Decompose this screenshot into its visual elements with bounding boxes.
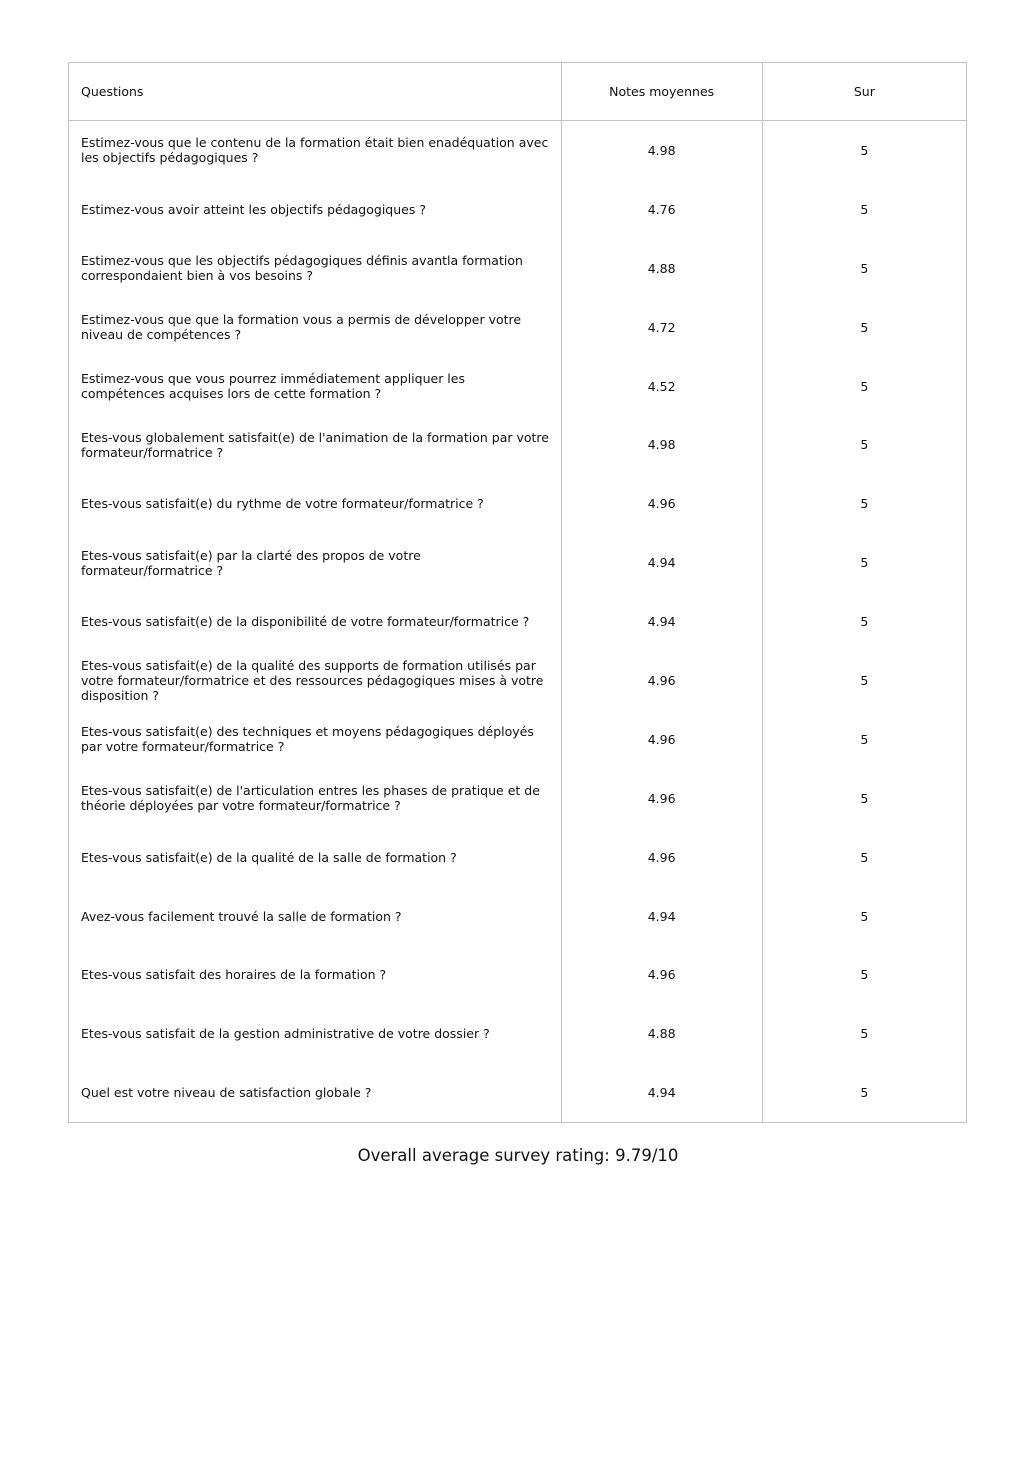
table-row	[69, 121, 967, 180]
average-cell: 4.94	[561, 533, 762, 592]
average-cell: 4.94	[561, 1063, 762, 1122]
average-cell: 4.88	[561, 1004, 762, 1063]
average-cell: 4.96	[561, 945, 762, 1004]
survey-results-table	[68, 62, 967, 1123]
question-cell: Etes-vous satisfait(e) de la qualité de la salle de formation ?	[81, 849, 457, 865]
table-row	[69, 415, 967, 474]
max-cell: 5	[860, 790, 869, 806]
max-cell: 5	[860, 201, 869, 217]
table-row	[69, 474, 967, 533]
max-cell: 5	[860, 319, 869, 335]
average-cell: 4.88	[561, 239, 762, 298]
average-cell: 4.94	[561, 887, 762, 946]
max-cell: 5	[860, 496, 869, 512]
max-cell: 5	[860, 1026, 869, 1042]
max-cell: 5	[860, 908, 869, 924]
average-cell: 4.96	[561, 474, 762, 533]
question-cell: Etes-vous satisfait(e) des techniques et moyens pédagogiques déployés par votre formateur/formatrice ?	[81, 724, 534, 755]
table-row	[69, 887, 967, 946]
question-cell: Etes-vous satisfait(e) de l'articulation entres les phases de pratique et de théorie déployées par votre formateur/formatrice ?	[81, 783, 540, 814]
question-cell: Etes-vous satisfait(e) de la disponibilité de votre formateur/formatrice ?	[81, 614, 530, 630]
max-cell: 5	[860, 378, 869, 394]
table-row	[69, 710, 967, 769]
question-cell: Etes-vous satisfait de la gestion administrative de votre dossier ?	[81, 1026, 490, 1042]
question-cell: Estimez-vous que que la formation vous a permis de développer votre niveau de compétences ?	[81, 312, 522, 343]
question-cell: Estimez-vous que le contenu de la formation était bien enadéquation avec les objectifs pédagogiques ?	[81, 135, 549, 166]
average-cell: 4.98	[561, 415, 762, 474]
table-row	[69, 945, 967, 1004]
question-cell: Avez-vous facilement trouvé la salle de formation ?	[81, 908, 402, 924]
average-cell: 4.96	[561, 769, 762, 828]
average-cell: 4.96	[561, 710, 762, 769]
max-cell: 5	[860, 967, 869, 983]
question-cell: Etes-vous satisfait(e) par la clarté des propos de votre formateur/formatrice ?	[81, 547, 421, 578]
column-header-questions: Questions	[69, 63, 562, 121]
table-row	[69, 533, 967, 592]
column-header-max: Sur	[762, 63, 966, 121]
question-cell: Estimez-vous avoir atteint les objectifs pédagogiques ?	[81, 201, 426, 217]
max-cell: 5	[860, 849, 869, 865]
question-cell: Etes-vous globalement satisfait(e) de l'animation de la formation par votre formateur/formatrice ?	[81, 429, 549, 460]
question-cell: Etes-vous satisfait(e) de la qualité des supports de formation utilisés par votre formateur/formatrice et des ressources pédagogiques mises à votre disposition ?	[81, 657, 544, 703]
max-cell: 5	[860, 1085, 869, 1101]
table-row	[69, 180, 967, 239]
table-row	[69, 592, 967, 651]
average-cell: 4.96	[561, 828, 762, 887]
question-cell: Quel est votre niveau de satisfaction globale ?	[81, 1085, 372, 1101]
max-cell: 5	[860, 260, 869, 276]
table-row	[69, 298, 967, 357]
max-cell: 5	[860, 142, 869, 158]
question-cell: Estimez-vous que les objectifs pédagogiques définis avantla formation correspondaient bien à vos besoins ?	[81, 253, 523, 284]
average-cell: 4.98	[561, 121, 762, 180]
max-cell: 5	[860, 437, 869, 453]
column-header-average: Notes moyennes	[561, 63, 762, 121]
question-cell: Etes-vous satisfait des horaires de la formation ?	[81, 967, 387, 983]
table-row	[69, 357, 967, 416]
average-cell: 4.52	[561, 357, 762, 416]
average-cell: 4.72	[561, 298, 762, 357]
max-cell: 5	[860, 614, 869, 630]
table-row	[69, 1063, 967, 1122]
max-cell: 5	[860, 731, 869, 747]
table-row	[69, 239, 967, 298]
max-cell: 5	[860, 672, 869, 688]
average-cell: 4.94	[561, 592, 762, 651]
question-cell: Etes-vous satisfait(e) du rythme de votre formateur/formatrice ?	[81, 496, 484, 512]
table-header-row	[69, 63, 967, 121]
average-cell: 4.76	[561, 180, 762, 239]
question-cell: Estimez-vous que vous pourrez immédiatement appliquer les compétences acquises lors de cette formation ?	[81, 371, 465, 401]
overall-rating: Overall average survey rating: 9.79/10	[357, 1146, 679, 1165]
max-cell: 5	[860, 555, 869, 571]
table-row	[69, 828, 967, 887]
table-row	[69, 769, 967, 828]
table-row	[69, 1004, 967, 1063]
table-row	[69, 651, 967, 710]
average-cell: 4.96	[561, 651, 762, 710]
